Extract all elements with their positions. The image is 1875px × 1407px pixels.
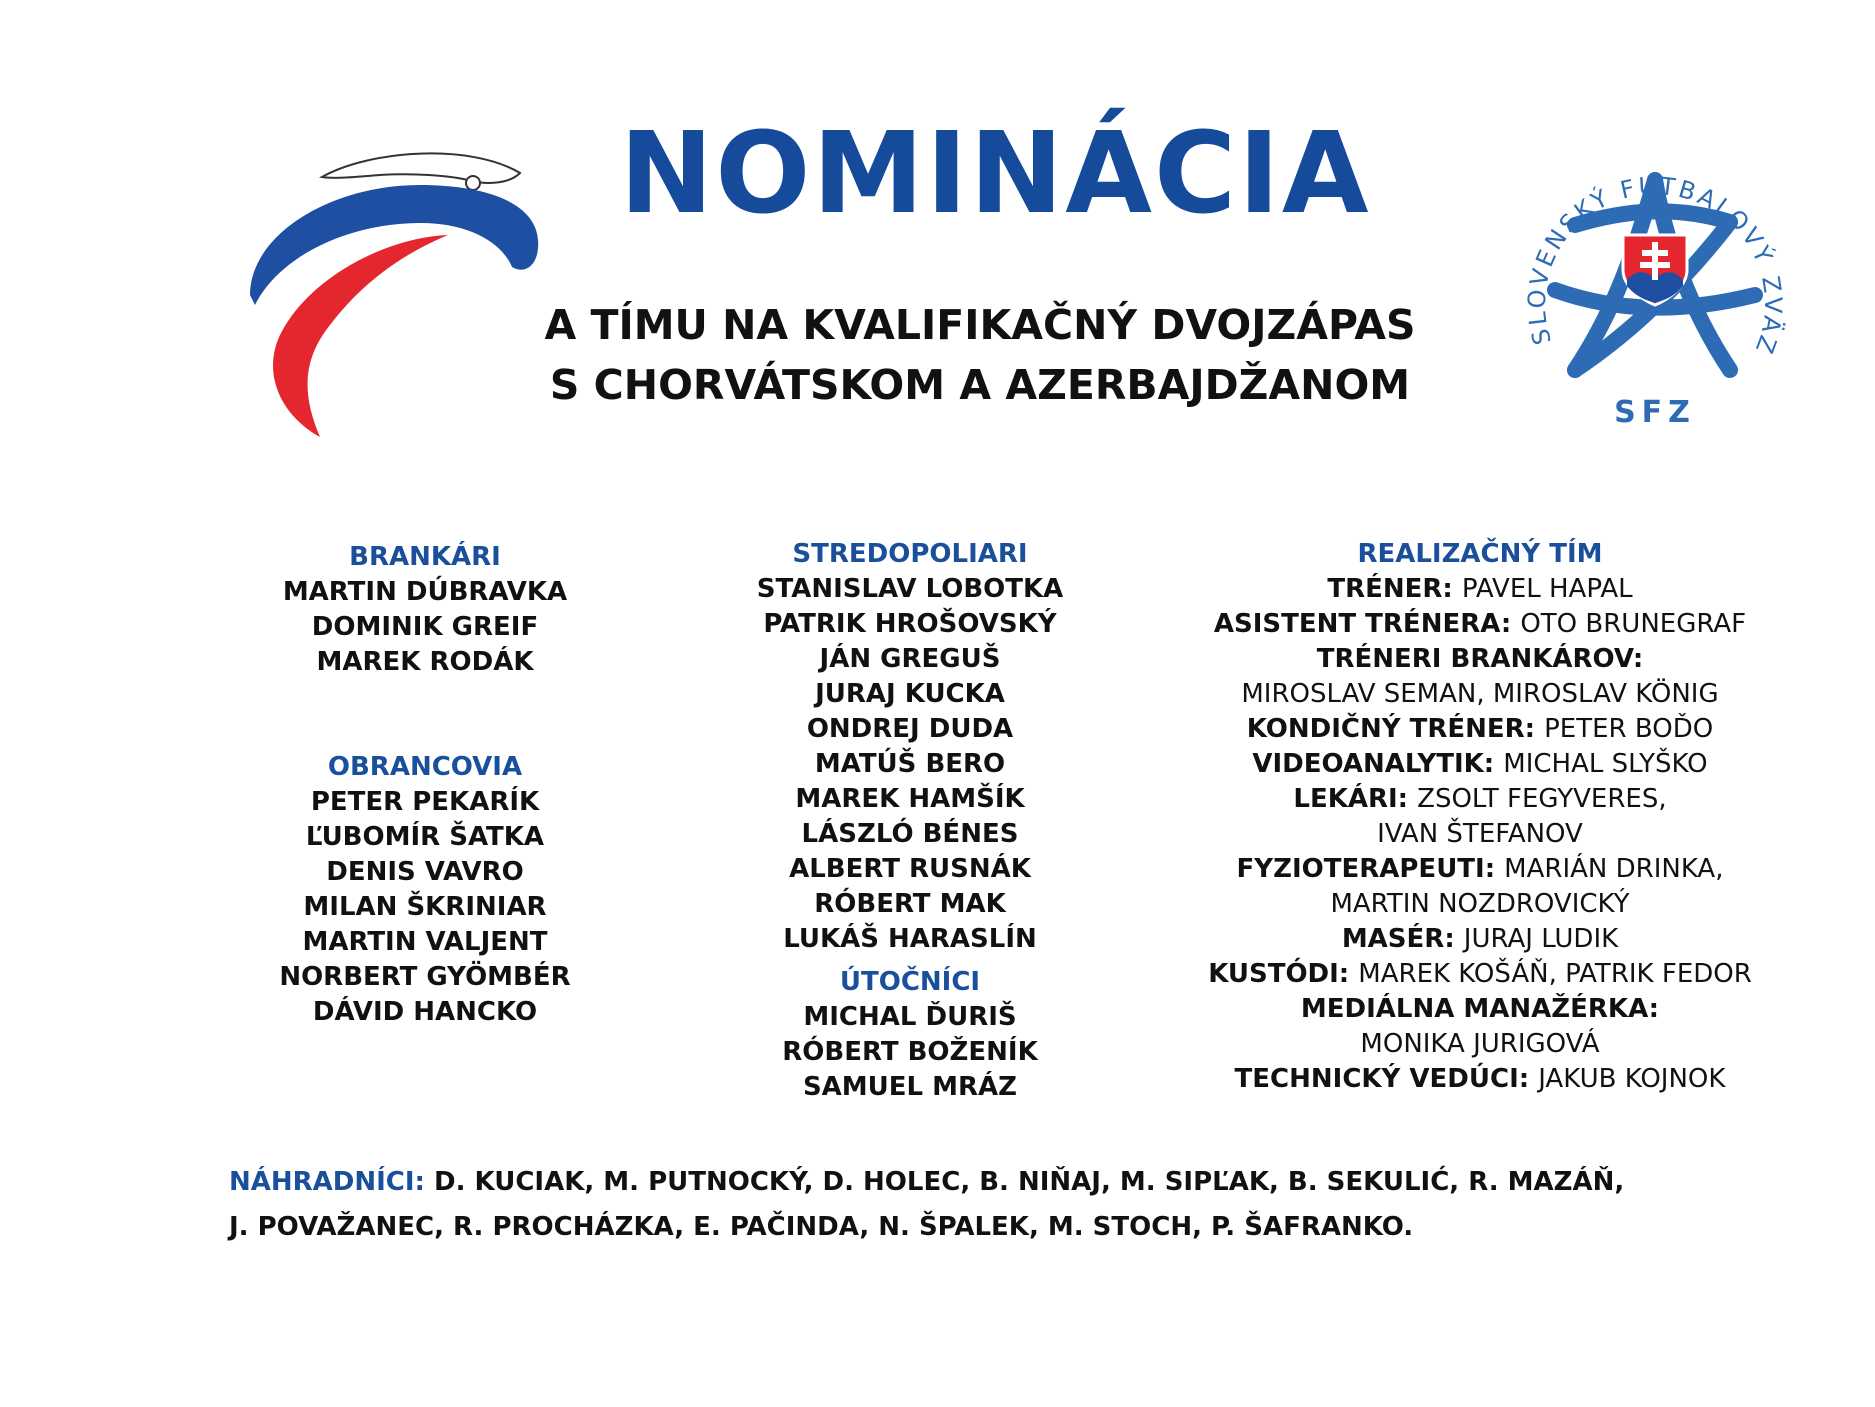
list-item: MARTIN DÚBRAVKA: [282, 577, 568, 607]
substitutes-label: NÁHRADNÍCI:: [229, 1167, 425, 1197]
substitutes: [229, 1160, 1829, 1250]
list-item: DOMINIK GREIF: [311, 612, 539, 642]
sfz-ring-text: SLOVENSKÝ FUTBALOVÝ ZVÄZ: [1522, 171, 1788, 360]
list-item: MAREK RODÁK: [316, 647, 534, 677]
staff-masseur-row: [1170, 922, 1790, 957]
list-item: MATÚŠ BERO: [814, 749, 1006, 779]
staff-person: MARIÁN DRINKA,: [1504, 854, 1724, 884]
list-item: JÁN GREGUŠ: [819, 644, 1001, 674]
page-title: NOMINÁCIA: [619, 109, 1371, 239]
list-item: MILAN ŠKRINIAR: [303, 892, 547, 922]
staff-person: PAVEL HAPAL: [1461, 574, 1633, 604]
staff-role: MASÉR:: [1341, 924, 1455, 954]
staff-role: FYZIOTERAPEUTI:: [1236, 854, 1496, 884]
list-item: MARTIN VALJENT: [302, 927, 548, 957]
sfz-star-logo-icon: [1515, 140, 1795, 434]
staff-person: JURAJ LUDIK: [1463, 924, 1619, 954]
goalkeepers-heading: BRANKÁRI: [349, 542, 501, 572]
list-item: ONDREJ DUDA: [806, 714, 1014, 744]
substitutes-names: D. KUCIAK, M. PUTNOCKÝ, D. HOLEC, B. NIŇAJ, M. SIPĽAK, B. SEKULIĆ, R. MAZÁŇ,: [434, 1167, 1625, 1197]
list-item: NORBERT GYÖMBÉR: [279, 962, 571, 992]
staff-person: MIROSLAV SEMAN, MIROSLAV KÖNIG: [1241, 679, 1719, 709]
staff-role: KONDIČNÝ TRÉNER:: [1246, 714, 1536, 744]
list-item: LUKÁŠ HARASLÍN: [783, 924, 1037, 954]
list-item: MAREK HAMŠÍK: [795, 784, 1025, 814]
staff-kit-row: [1170, 957, 1790, 992]
list-item: RÓBERT BOŽENÍK: [782, 1037, 1038, 1067]
defenders-heading: OBRANCOVIA: [327, 752, 523, 782]
list-item: RÓBERT MAK: [814, 889, 1006, 919]
staff-doctors-row: [1170, 782, 1790, 817]
staff-coach-row: [1170, 572, 1790, 607]
list-item: DÁVID HANCKO: [312, 997, 538, 1027]
list-item: ALBERT RUSNÁK: [789, 854, 1031, 884]
staff-role: VIDEOANALYTIK:: [1252, 749, 1495, 779]
staff-assistant-row: [1170, 607, 1790, 642]
list-item: PATRIK HROŠOVSKÝ: [763, 609, 1057, 639]
staff-column: [1170, 537, 1790, 1097]
list-item: STANISLAV LOBOTKA: [756, 574, 1064, 604]
staff-role: TRÉNER:: [1327, 574, 1453, 604]
subtitle-line-2: S CHORVÁTSKOM A AZERBAJDŽANOM: [549, 361, 1411, 409]
midfielders-heading: STREDOPOLIARI: [792, 539, 1028, 569]
list-item: MICHAL ĎURIŠ: [803, 1002, 1017, 1032]
staff-heading: REALIZAČNÝ TÍM: [1357, 539, 1603, 569]
staff-person: IVAN ŠTEFANOV: [1377, 819, 1583, 849]
staff-person: OTO BRUNEGRAF: [1520, 609, 1747, 639]
staff-person: ZSOLT FEGYVERES,: [1417, 784, 1667, 814]
staff-fitness-row: [1170, 712, 1790, 747]
staff-role: MEDIÁLNA MANAŽÉRKA:: [1300, 994, 1660, 1024]
list-item: SAMUEL MRÁZ: [802, 1072, 1018, 1102]
staff-person: MAREK KOŠÁŇ, PATRIK FEDOR: [1358, 959, 1752, 989]
substitutes-line-1: [229, 1160, 1829, 1205]
subtitle-line-1: A TÍMU NA KVALIFIKAČNÝ DVOJZÁPAS: [544, 301, 1416, 349]
staff-person: JAKUB KOJNOK: [1538, 1064, 1726, 1094]
substitutes-line-2: J. POVAŽANEC, R. PROCHÁZKA, E. PAČINDA, N. ŠPALEK, M. STOCH, P. ŠAFRANKO.: [229, 1212, 1414, 1242]
staff-role: TRÉNERI BRANKÁROV:: [1316, 644, 1644, 674]
staff-person: MARTIN NOZDROVICKÝ: [1330, 889, 1630, 919]
left-column: [240, 540, 610, 1030]
staff-person: MONIKA JURIGOVÁ: [1360, 1029, 1600, 1059]
middle-column: [720, 537, 1100, 1105]
staff-video-row: [1170, 747, 1790, 782]
list-item: DENIS VAVRO: [326, 857, 524, 887]
staff-role: KUSTÓDI:: [1208, 959, 1350, 989]
staff-role: ASISTENT TRÉNERA:: [1213, 609, 1512, 639]
list-item: PETER PEKARÍK: [310, 787, 540, 817]
list-item: JURAJ KUCKA: [815, 679, 1005, 709]
forwards-heading: ÚTOČNÍCI: [839, 967, 981, 997]
staff-physio-row: [1170, 852, 1790, 887]
staff-role: TECHNICKÝ VEDÚCI:: [1234, 1064, 1530, 1094]
list-item: LÁSZLÓ BÉNES: [801, 819, 1019, 849]
staff-tech-row: [1170, 1062, 1790, 1097]
staff-person: MICHAL SLYŠKO: [1503, 749, 1708, 779]
sfz-abbrev: SFZ: [1614, 395, 1696, 430]
list-item: ĽUBOMÍR ŠATKA: [305, 822, 545, 852]
staff-role: LEKÁRI:: [1293, 784, 1409, 814]
staff-person: PETER BOĎO: [1544, 714, 1714, 744]
